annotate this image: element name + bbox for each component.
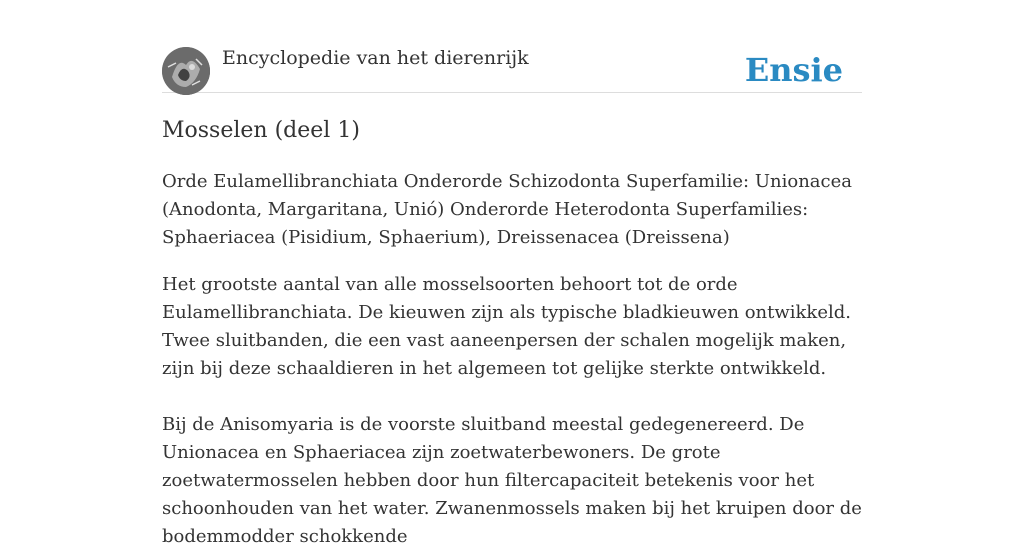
book-cover-avatar-icon <box>162 47 210 95</box>
site-name[interactable]: Encyclopedie van het dierenrijk <box>222 47 529 69</box>
brand-logo[interactable]: Ensie <box>744 51 843 89</box>
site-header <box>162 46 862 93</box>
avatar[interactable] <box>162 47 210 95</box>
article-paragraph: Het grootste aantal van alle mosselsoorten behoort tot de orde Eulamellibranchiata. De kieuwen zijn als typische bladkieuwen ontwikkeld. Twee sluitbanden, die een vast aaneenpersen der schalen mogelijk maken, zijn bij deze schaaldieren in het algemeen tot gelijke sterkte ontwikkeld. <box>162 274 851 379</box>
article-paragraph: Orde Eulamellibranchiata Onderorde Schizodonta Superfamilie: Unionacea (Anodonta, Margaritana, Unió) Onderorde Heterodonta Superfamilies: Sphaeriacea (Pisidium, Sphaerium), Dreissenacea (Dreissena) <box>162 171 852 248</box>
page-title: Mosselen (deel 1) <box>162 118 360 143</box>
article-paragraph: Bij de Anisomyaria is de voorste sluitband meestal gedegenereerd. De Unionacea en Sphaeriacea zijn zoetwaterbewoners. De grote zoetwatermosselen hebben door hun filtercapaciteit betekenis voor het schoonhouden van het water. Zwanenmossels maken bij het kruipen door de bodemmodder schokkende <box>162 414 862 547</box>
